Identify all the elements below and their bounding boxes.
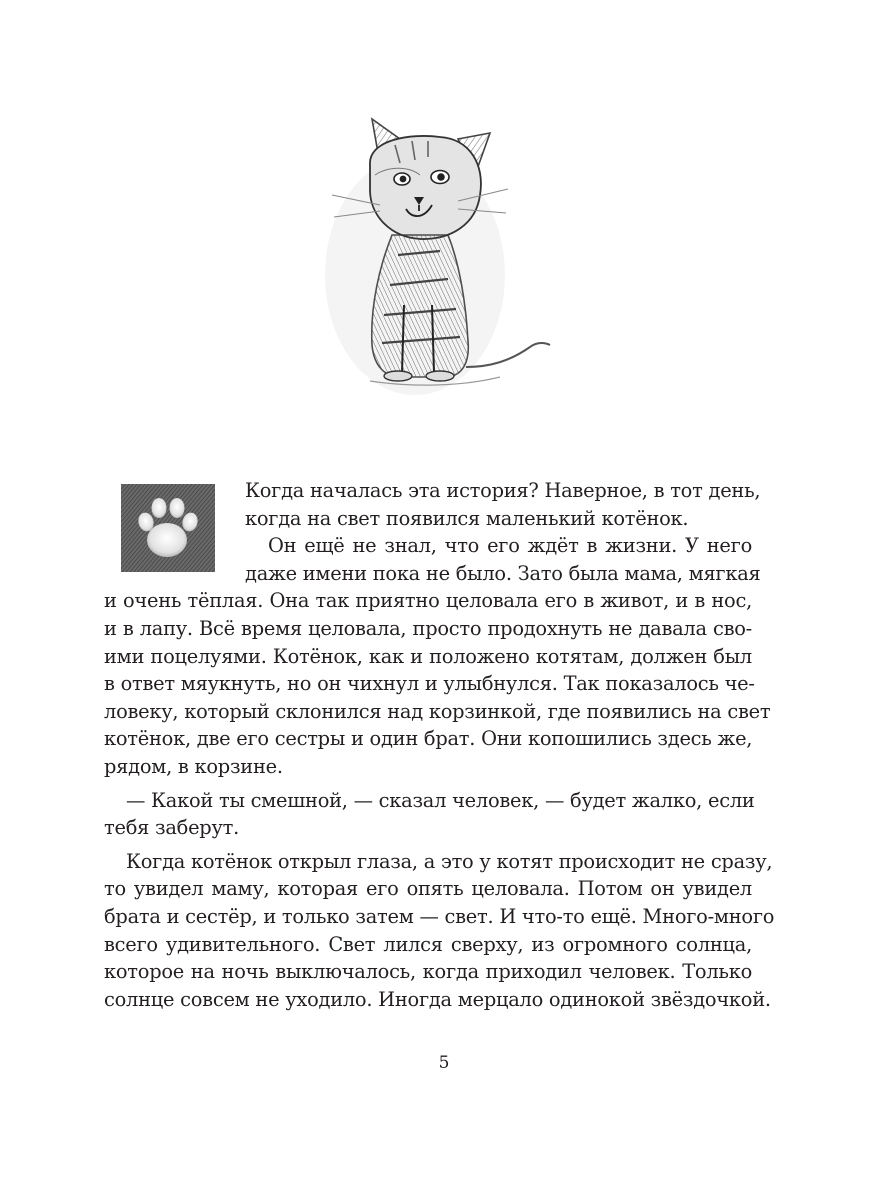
kitten-illustration — [320, 105, 560, 400]
text-line: всего удивительного. Свет лился сверху, из огромного солнца, — [104, 932, 752, 956]
text-line: тебя заберут. — [104, 816, 240, 840]
text-line: Он ещё не знал, что его ждёт в жизни. У него — [268, 534, 752, 558]
text-line: когда на свет появился маленький котёнок. — [245, 506, 689, 530]
text-line: и в лапу. Всё время целовала, просто продохнуть не давала сво- — [104, 616, 752, 640]
text-line: солнце совсем не уходило. Иногда мерцало одинокой звёздочкой. — [104, 987, 771, 1011]
text-line: рядом, в корзине. — [104, 754, 283, 778]
text-line: ими поцелуями. Котёнок, как и положено котятам, должен был — [104, 644, 752, 668]
text-line: котёнок, две его сестры и один брат. Они копошились здесь же, — [104, 727, 753, 751]
text-line: в ответ мяукнуть, но он чихнул и улыбнулся. Так показалось че- — [104, 672, 755, 696]
text-line: ловеку, который склонился над корзинкой, где появились на свет — [104, 699, 771, 723]
text-line: Когда котёнок открыл глаза, а это у котят происходит не сразу, — [126, 849, 773, 873]
story-text — [104, 477, 775, 1013]
text-line: то увидел маму, которая его опять целовала. Потом он увидел — [104, 877, 752, 901]
text-line: — Какой ты смешной, — сказал человек, — будет жалко, если — [126, 788, 755, 812]
text-line: даже имени пока не было. Зато была мама, мягкая — [245, 561, 761, 585]
text-line: которое на ночь выключалось, когда приходил человек. Только — [104, 960, 752, 984]
text-line: брата и сестёр, и только затем — свет. И что-то ещё. Много-много — [104, 904, 775, 928]
page-number: 5 — [438, 1053, 450, 1073]
text-line: и очень тёплая. Она так приятно целовала его в живот, и в нос, — [104, 589, 752, 613]
text-line: Когда началась эта история? Наверное, в тот день, — [245, 479, 761, 502]
